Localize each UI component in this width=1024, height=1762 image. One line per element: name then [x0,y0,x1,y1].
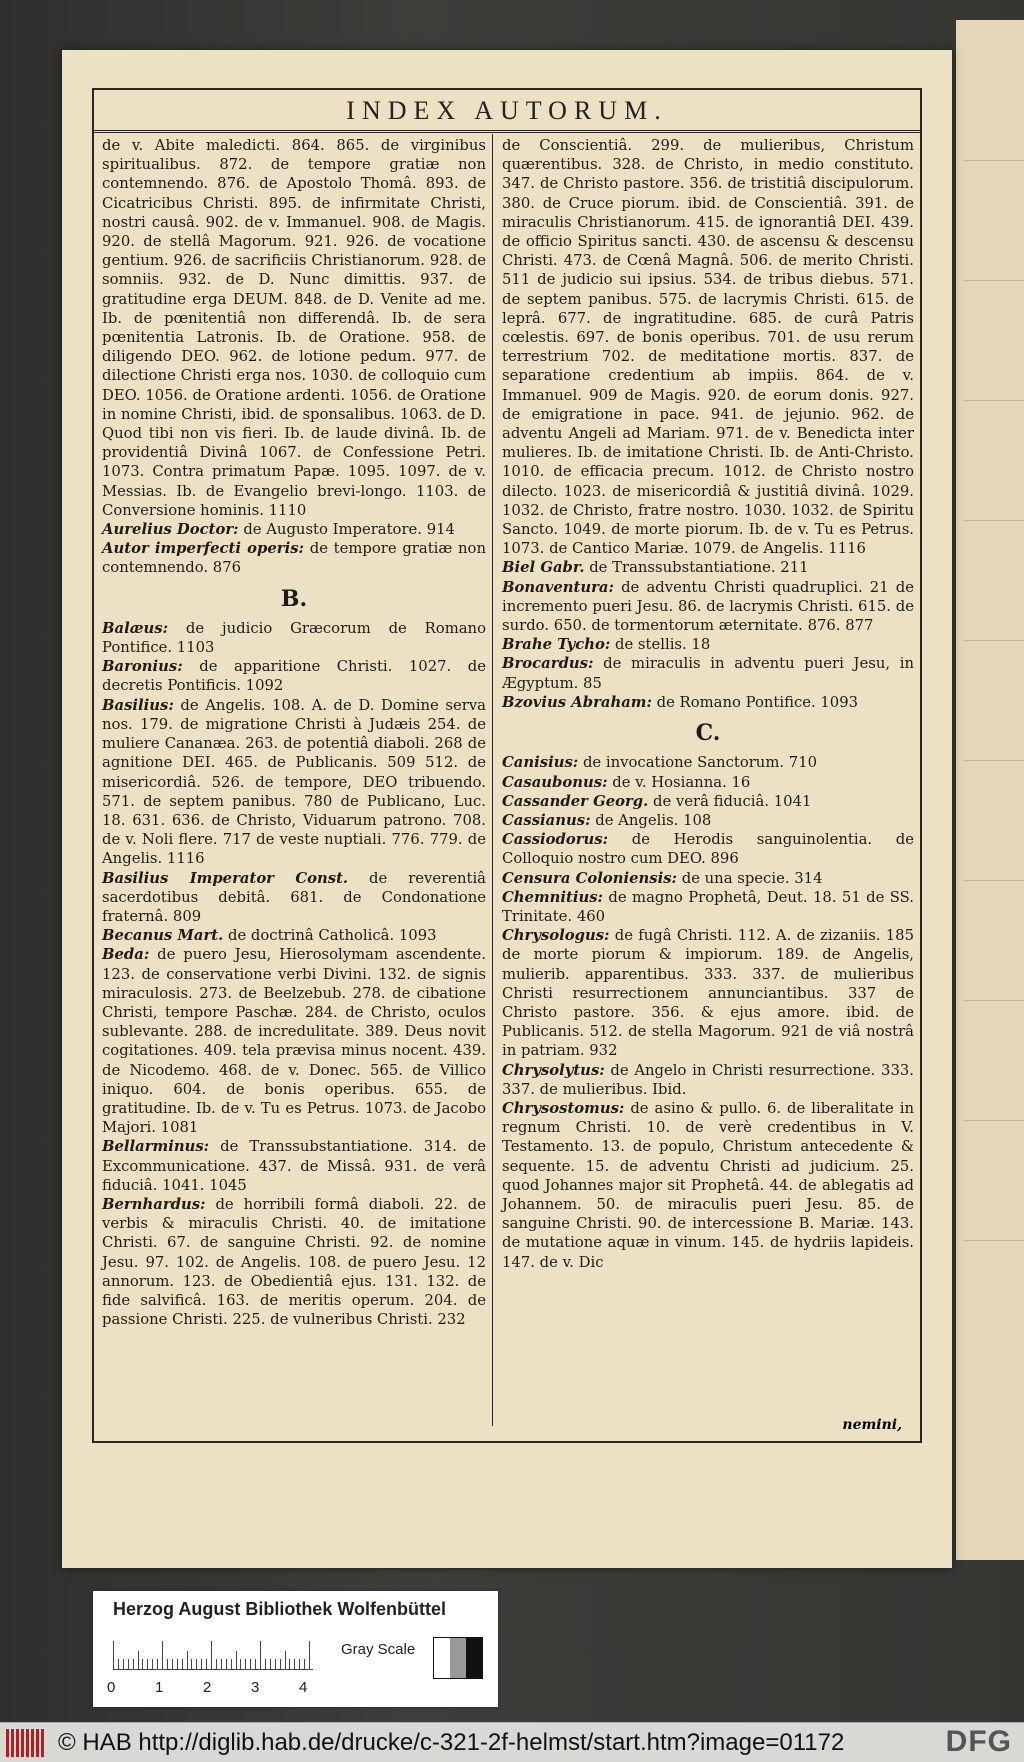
scale-tick [152,1659,153,1669]
entry-text: de Romano Pontifice. 1093 [651,693,859,711]
ruler-scale [113,1633,313,1670]
scale-tick [231,1659,232,1669]
entry-text: de doctrinâ Catholicâ. 1093 [223,927,437,945]
scale-number: 4 [299,1679,308,1696]
index-entry [502,635,914,654]
author-name: Cassander Georg. [502,792,649,810]
entry-text: de magno Prophetâ, Deut. 18. 51 de SS. Trinitate. 460 [502,888,914,925]
entry-text: de v. Abite maledicti. 864. 865. de virginibus spiritualibus. 872. de tempore gratiæ non contemnendo. 876. de Apostolo Thomâ. 893. de Cicatricibus Christi. 895. de infirmitate Christi, nostri causâ. 902. de v. Immanuel. 908. de Magis. 920. de stellâ Magorum. 921. 926. de vocatione gentium. 926. de sacrificiis Christianorum. 928. de somniis. 932. de D. Nunc dimittis. 937. de gratitudine erga DEUM. 848. de D. Venite ad me. Ib. de pœnitentiâ non differendâ. Ib. de sera pœnitentia Latronis. Ib. de Oratione. 958. de diligendo DEO. 962. de lotione pedum. 977. de dilectione Christi erga nos. 1030. de colloquio cum DEO. 1056. de Oratione ardenti. 1056. de Oratione in nomine Christi, ibid. de sponsalibus. 1063. de D. Quod tibi non vis fieri. Ib. de laude divinâ. Ib. de providentiâ Divinâ 1067. de Confessione Petri. 1073. Contra primatum Papæ. 1095. 1097. de v. Messias. Ib. de Evangelio brevi-longo. 1103. de Conversione hominis. 1110 [102,137,486,519]
scale-tick [138,1651,139,1669]
scale-tick [113,1641,114,1669]
author-name: Censura Coloniensis: [502,869,678,887]
library-name: Herzog August Bibliothek Wolfenbüttel [113,1599,446,1619]
entry-text: de Transsubstantiatione. 211 [584,559,809,577]
scale-tick [211,1641,212,1669]
index-entry [502,792,914,811]
scale-tick [216,1659,217,1669]
dfg-logo: DFG [945,1725,1012,1758]
hab-logo-icon [6,1729,44,1757]
left-column [102,136,486,1329]
author-name: Cassiodorus: [502,831,609,849]
author-name: Brocardus: [502,655,594,673]
entry-text: de adventu Christi quadruplici. 21 de incremento pueri Jesu. 86. de lacrymis Christi. 615. de surdo. 650. de tormentorum æternitate. 876. 877 [502,578,914,635]
scale-tick [304,1659,305,1669]
scale-tick [187,1651,188,1669]
index-entry [502,811,914,830]
scale-tick [250,1659,251,1669]
section-letter: C. [695,720,721,747]
index-entry [502,654,914,692]
scale-tick [265,1659,266,1669]
author-name: Biel Gabr. [502,559,585,577]
gray-scale-swatch [433,1637,483,1679]
scale-tick [196,1659,197,1669]
index-entry [502,136,914,558]
page-header: INDEX AUTORUM. [346,96,668,125]
library-caption [93,1591,498,1707]
index-entry [102,1195,486,1329]
entry-text: de Angelis. 108 [590,811,712,829]
entry-text: de asino & pullo. 6. de liberalitate in regnum Christi. 10. de verè credentibus in V. Testamento. 13. de populo, Christum antecedente & sequente. 15. de adventu Christi ad judicium. 25. quod Johannes major sit Prophetâ. 44. de ablegatis ad Johannem. 50. de miraculis pueri Jesu. 85. de sanguine Christi. 90. de intercessione B. Mariæ. 143. de mutatione aquæ in vinum. 145. de hydriis lapideis. 147. de v. Dic [502,1099,914,1271]
author-name: Baronius: [102,658,183,676]
scale-tick [299,1659,300,1669]
scale-tick [245,1659,246,1669]
index-entry [102,539,486,577]
gray-scale-label: Gray Scale [341,1641,416,1658]
index-entry [102,945,486,1137]
author-name: Bzovius Abraham: [502,693,652,711]
entry-text: de miraculis in adventu pueri Jesu, in Ægyptum. 85 [502,655,914,692]
scale-tick [221,1659,222,1669]
author-name: Basilius Imperator Const. [102,869,349,887]
scale-tick [191,1659,192,1669]
index-entry [102,1137,486,1195]
index-entry [102,696,486,869]
scale-tick [309,1641,310,1669]
author-name: Aurelius Doctor: [102,521,239,539]
entry-text: de v. Hosianna. 16 [607,773,751,791]
scale-tick [157,1659,158,1669]
scale-tick [226,1659,227,1669]
section-letter: B. [280,585,308,612]
catchword: nemini, [842,1417,902,1433]
author-name: Balæus: [102,619,169,637]
adjacent-page-edge [956,20,1024,1560]
index-entry [502,888,914,926]
scale-tick [201,1659,202,1669]
right-column [502,136,914,1272]
author-name: Canisius: [502,754,579,772]
entry-text: de tempore gratiæ non contemnendo. 876 [102,540,486,577]
header-rule [94,130,920,133]
scale-tick [206,1659,207,1669]
scale-tick [133,1659,134,1669]
scale-tick [147,1659,148,1669]
scale-tick [294,1659,295,1669]
author-name: Chrysologus: [502,927,610,945]
entry-text: de Conscientiâ. 299. de mulieribus, Christum quærentibus. 328. de Christo, in medio constituto. 347. de Christo pastore. 356. de tristitiâ discipulorum. 380. de Cruce piorum. ibid. de Conscientiâ. 391. de miraculis Christianorum. 415. de ignorantiâ DEI. 439. de officio Spiritus sancti. 430. de ascensu & descensu Christi. 473. de Cœnâ Magnâ. 506. de merito Christi. 511 de judicio sui ipsius. 534. de tribus diebus. 571. de septem panibus. 575. de lacrymis Christi. 615. de leprâ. 677. de ingratitudine. 685. de curâ Patris cœlestis. 697. de bonis operibus. 701. de usu rerum terrestrium 702. de meditatione mortis. 837. de separatione credentium ab impiis. 864. de v. Immanuel. 909 de Magis. 920. de eorum donis. 927. de emigratione in pace. 941. de jejunio. 962. de adventu Angeli ad Mariam. 971. de v. Benedicta inter mulieres. Ib. de imitatione Christi. Ib. de Anti-Christo. 1010. de efficacia precum. 1012. de Christo nostro dilecto. 1023. de misericordiâ & justitiâ divinâ. 1029. 1032. de Christo, fratre nostro. 1030. 1032. de Spiritu Sancto. 1049. de morte piorum. Ib. de v. Tu es Petrus. 1073. de Cantico Mariæ. 1079. de Angelis. 1116 [502,137,914,558]
scale-number: 1 [155,1679,164,1696]
scale-tick [128,1659,129,1669]
source-url[interactable]: © HAB http://diglib.hab.de/drucke/c-321-2f-helmst/start.htm?image=01172 [58,1729,845,1756]
scale-tick [167,1659,168,1669]
scale-tick [270,1659,271,1669]
scale-tick [260,1641,261,1669]
entry-text: de fugâ Christi. 112. A. de zizaniis. 185 de morte piorum & impiorum. 189. de Angelis, mulierib. apparentibus. 333. 337. de mulieribus Christi resurrectionem annunciantibus. 337 de Christo pastore. 356. & ejus amore. ibid. de Publicanis. 512. de stella Magorum. 921 de viâ nostrâ in patriam. 932 [502,927,914,1060]
index-entry [502,773,914,792]
scale-number: 2 [203,1679,212,1696]
entry-text: de invocatione Sanctorum. 710 [578,754,818,772]
scale-tick [182,1659,183,1669]
author-name: Chrysolytus: [502,1061,605,1079]
column-divider [492,134,493,1426]
scale-tick [285,1651,286,1669]
scale-number: 0 [107,1679,116,1696]
scale-tick [172,1659,173,1669]
scale-tick [236,1651,237,1669]
scale-tick [275,1659,276,1669]
author-name: Autor imperfecti operis: [102,540,304,558]
index-entry [502,693,914,712]
index-entry [102,619,486,657]
index-entry [502,1099,914,1272]
scale-tick [123,1659,124,1669]
entry-text: de Herodis sanguinolentia. de Colloquio nostro cum DEO. 896 [502,831,914,868]
scale-tick [177,1659,178,1669]
scale-number: 3 [251,1679,260,1696]
scale-tick [240,1659,241,1669]
index-entry [102,926,486,945]
author-name: Casaubonus: [502,773,608,791]
entry-text: de Transsubstantiatione. 314. de Excommunicatione. 437. de Missâ. 931. de verâ fiduciâ. 1041. 1045 [102,1138,486,1194]
viewer-footer [0,1722,1024,1762]
entry-text: de Angelo in Christi resurrectione. 333. 337. de mulieribus. Ibid. [502,1061,914,1098]
scale-tick [162,1641,163,1669]
author-name: Beda: [102,946,150,964]
index-entry [502,558,914,577]
author-name: Bernhardus: [102,1195,206,1213]
index-entry [102,520,486,539]
scale-tick [255,1659,256,1669]
text-frame [92,88,922,1443]
index-entry [102,136,486,520]
index-entry [102,869,486,927]
scale-tick [142,1659,143,1669]
author-name: Basilius: [102,696,174,714]
index-entry [502,578,914,636]
entry-text: de apparitione Christi. 1027. de decretis Pontificis. 1092 [102,658,486,695]
entry-text: de una specie. 314 [677,869,823,887]
author-name: Cassianus: [502,811,591,829]
index-entry [502,869,914,888]
index-entry [502,830,914,868]
author-name: Chrysostomus: [502,1099,625,1117]
entry-text: de puero Jesu, Hierosolymam ascendente. 123. de conservatione verbi Divini. 132. de signis miraculosis. 273. de Beelzebub. 278. de cibatione Christi, tempore Paschæ. 284. de Christo, oculos sublevante. 288. de incredulitate. 389. Deus novit cogitationes. 409. tela prævisa minus nocent. 439. de Nicodemo. 468. de v. Donec. 565. de Villico iniquo. 604. de bonis operibus. 655. de gratitudine. Ib. de v. Tu es Petrus. 1073. de Jacobo Majori. 1081 [102,946,486,1137]
entry-text: de Angelis. 108. A. de D. Domine serva nos. 179. de migratione Christi à Judæis 254. de muliere Cananæa. 263. de potentiâ diaboli. 268 de agnitione DEI. 465. de Publicanis. 509 512. de misericordiâ. 526. de tempore, DEO tribuendo. 571. de septem panibus. 780 de Publicano, Luc. 18. 631. 636. de Christo, Viduarum patrono. 708. de v. Noli flere. 717 de veste nuptiali. 776. 779. de Angelis. 1116 [102,696,486,868]
author-name: Brahe Tycho: [502,636,611,654]
scale-tick [280,1659,281,1669]
scale-tick [289,1659,290,1669]
index-entry [502,753,914,772]
author-name: Chemnitius: [502,888,603,906]
entry-text: de Augusto Imperatore. 914 [238,521,455,539]
index-entry [502,926,914,1060]
entry-text: de reverentiâ sacerdotibus debitâ. 681. de Condonatione fraternâ. 809 [102,869,486,925]
index-entry [502,1061,914,1099]
author-name: Bonaventura: [502,578,614,596]
scale-tick [118,1659,119,1669]
entry-text: de verâ fiduciâ. 1041 [648,792,812,810]
author-name: Becanus Mart. [102,927,224,945]
index-entry [102,657,486,695]
entry-text: de judicio Græcorum de Romano Pontifice. 1103 [102,619,486,657]
author-name: Bellarminus: [102,1138,210,1156]
entry-text: de stellis. 18 [610,636,711,654]
entry-text: de horribili formâ diaboli. 22. de verbis & miraculis Christi. 40. de imitatione Christi. 67. de sanguine Christi. 92. de nomine Jesu. 97. 102. de Angelis. 108. de puero Jesu. 12 annorum. 123. de Obedientiâ ejus. 131. 132. de fide salvificâ. 163. de meritis operum. 204. de passione Christi. 225. de vulneribus Christi. 232 [102,1195,486,1329]
